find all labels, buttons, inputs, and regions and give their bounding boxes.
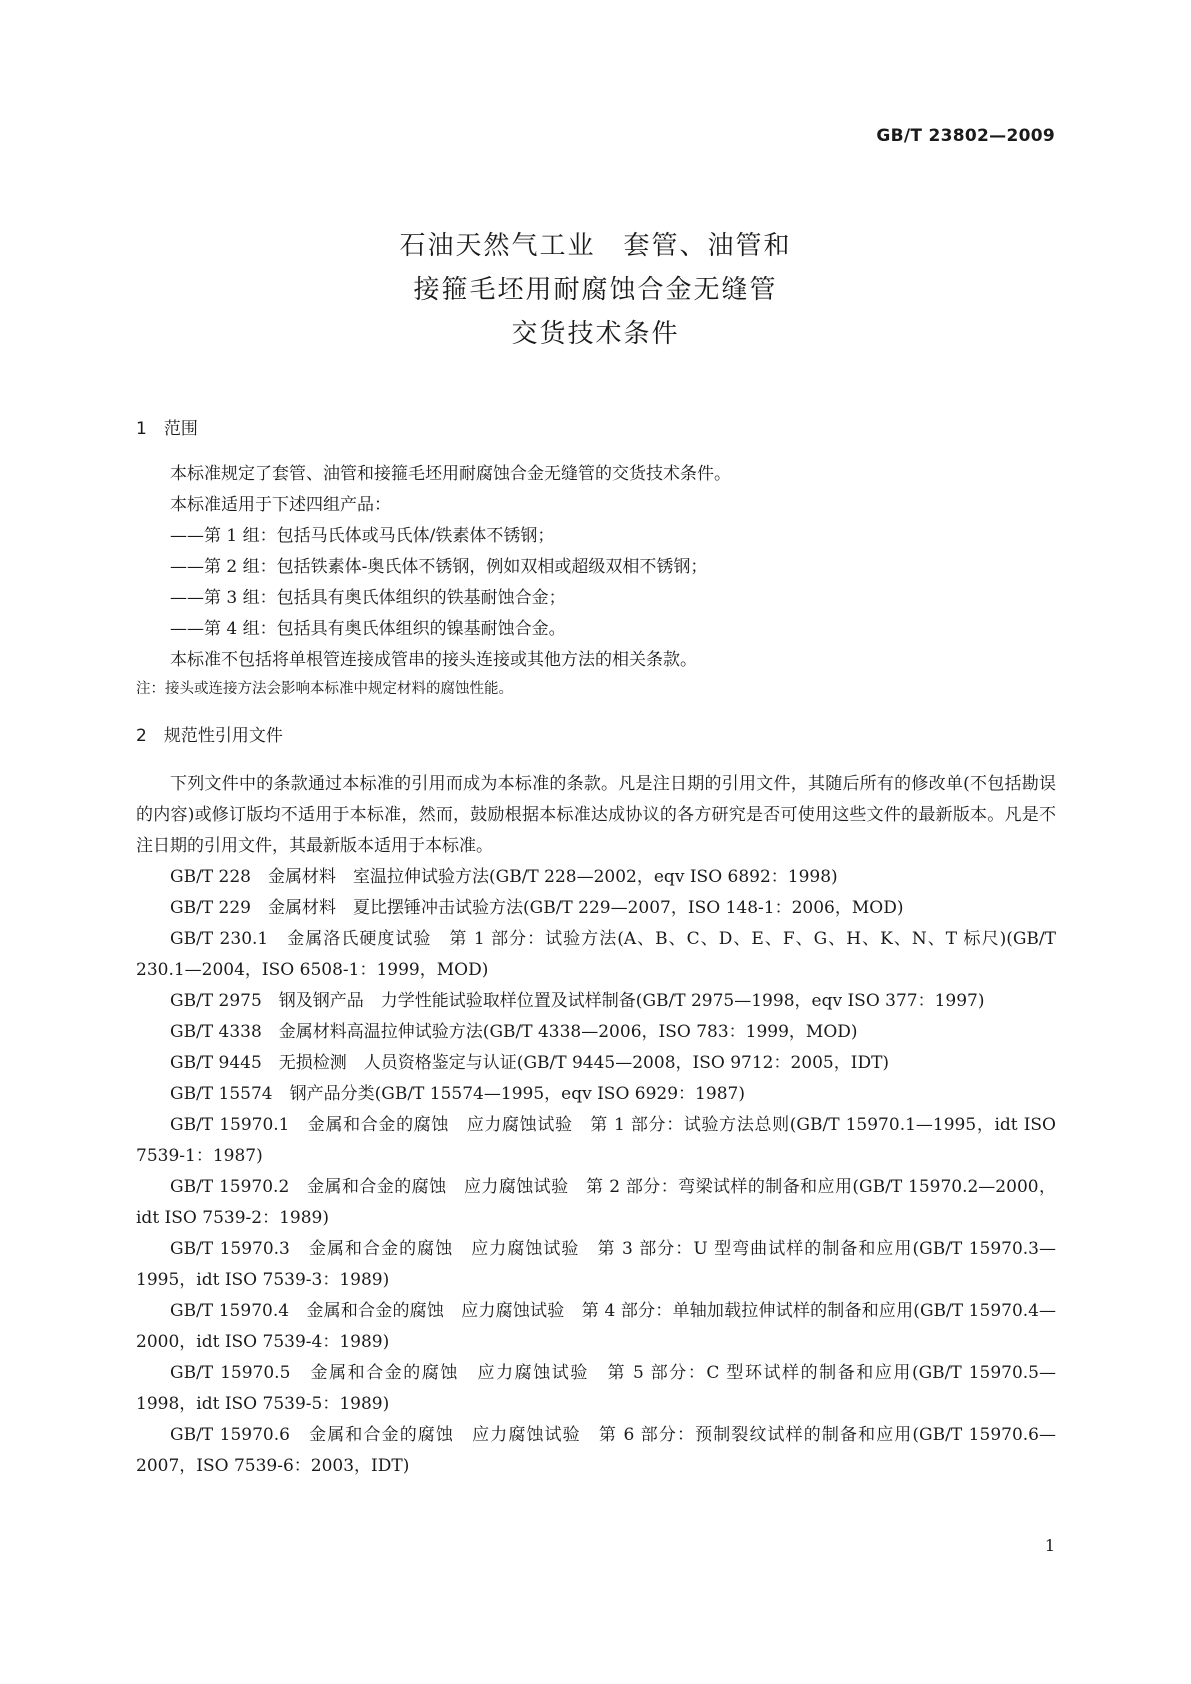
reference-item: GB/T 15970.3 金属和合金的腐蚀 应力腐蚀试验 第 3 部分：U 型弯曲试样的制备和应用(GB/T 15970.3—1995，idt ISO 7539-3：1989)	[136, 1239, 1056, 1290]
document-title	[0, 224, 1191, 356]
reference-item: GB/T 15970.4 金属和合金的腐蚀 应力腐蚀试验 第 4 部分：单轴加载拉伸试样的制备和应用(GB/T 15970.4—2000，idt ISO 7539-4：1989)	[136, 1301, 1056, 1352]
reference-item: GB/T 15970.1 金属和合金的腐蚀 应力腐蚀试验 第 1 部分：试验方法总则(GB/T 15970.1—1995，idt ISO 7539-1：1987)	[136, 1115, 1062, 1166]
page-number: 1	[1044, 1536, 1055, 1555]
title-line-1: 石油天然气工业 套管、油管和	[399, 231, 792, 261]
reference-item: GB/T 4338 金属材料高温拉伸试验方法(GB/T 4338—2006，ISO 783：1999，MOD)	[170, 1022, 858, 1042]
reference-item: GB/T 230.1 金属洛氏硬度试验 第 1 部分：试验方法(A、B、C、D、E、F、G、H、K、N、T 标尺)(GB/T 230.1—2004，ISO 6508-1：1999，MOD)	[136, 929, 1062, 980]
scope-list-item-1: ——第 1 组：包括马氏体或马氏体/铁素体不锈钢；	[170, 526, 555, 546]
reference-item: GB/T 228 金属材料 室温拉伸试验方法(GB/T 228—2002，eqv ISO 6892：1998)	[170, 867, 838, 887]
reference-item: GB/T 15970.5 金属和合金的腐蚀 应力腐蚀试验 第 5 部分：C 型环试样的制备和应用(GB/T 15970.5—1998，idt ISO 7539-5：1989)	[136, 1363, 1056, 1414]
document-body	[136, 414, 1062, 1482]
reference-item: GB/T 2975 钢及钢产品 力学性能试验取样位置及试样制备(GB/T 2975—1998，eqv ISO 377：1997)	[170, 991, 985, 1011]
scope-list-item-4: ——第 4 组：包括具有奥氏体组织的镍基耐蚀合金。	[170, 619, 566, 639]
scope-note: 注：接头或连接方法会影响本标准中规定材料的腐蚀性能。	[136, 681, 513, 697]
title-line-2: 接箍毛坯用耐腐蚀合金无缝管	[413, 275, 778, 305]
section-1-heading: 1 范围	[136, 419, 198, 439]
reference-item: GB/T 229 金属材料 夏比摆锤冲击试验方法(GB/T 229—2007，ISO 148-1：2006，MOD)	[170, 898, 904, 918]
reference-item: GB/T 15970.6 金属和合金的腐蚀 应力腐蚀试验 第 6 部分：预制裂纹试样的制备和应用(GB/T 15970.6—2007，ISO 7539-6：2003，IDT)	[136, 1425, 1056, 1476]
section-2-heading: 2 规范性引用文件	[136, 726, 283, 746]
scope-list-item-3: ——第 3 组：包括具有奥氏体组织的铁基耐蚀合金；	[170, 588, 566, 608]
scope-list-item-2: ——第 2 组：包括铁素体-奥氏体不锈钢，例如双相或超级双相不锈钢；	[170, 557, 708, 577]
scope-paragraph-2: 本标准适用于下述四组产品：	[170, 495, 391, 515]
scope-paragraph-3: 本标准不包括将单根管连接成管串的接头连接或其他方法的相关条款。	[170, 650, 697, 670]
standard-code: GB/T 23802—2009	[876, 126, 1055, 146]
title-line-3: 交货技术条件	[511, 319, 680, 349]
reference-item: GB/T 15574 钢产品分类(GB/T 15574—1995，eqv ISO 6929：1987)	[170, 1084, 745, 1104]
references-intro: 下列文件中的条款通过本标准的引用而成为本标准的条款。凡是注日期的引用文件，其随后所有的修改单(不包括勘误的内容)或修订版均不适用于本标准，然而，鼓励根据本标准达成协议的各方研究是否可使用这些文件的最新版本。凡是不注日期的引用文件，其最新版本适用于本标准。	[136, 774, 1056, 856]
scope-paragraph-1: 本标准规定了套管、油管和接箍毛坯用耐腐蚀合金无缝管的交货技术条件。	[170, 464, 731, 484]
reference-item: GB/T 15970.2 金属和合金的腐蚀 应力腐蚀试验 第 2 部分：弯梁试样的制备和应用(GB/T 15970.2—2000，idt ISO 7539-2：1989)	[136, 1177, 1056, 1228]
reference-item: GB/T 9445 无损检测 人员资格鉴定与认证(GB/T 9445—2008，ISO 9712：2005，IDT)	[170, 1053, 890, 1073]
